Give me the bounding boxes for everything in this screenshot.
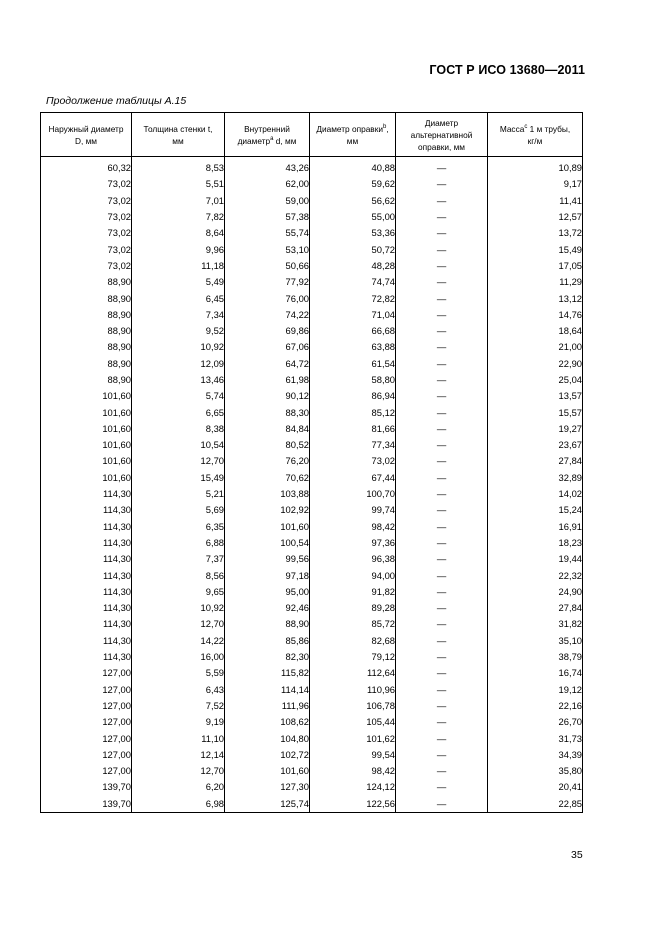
- alternative-drift-cell: —: [396, 649, 488, 665]
- drift-diameter-cell: 56,62: [310, 193, 396, 209]
- table-row: [41, 698, 583, 714]
- inner-diameter-cell: 74,22: [225, 307, 310, 323]
- alternative-drift-cell: —: [396, 763, 488, 779]
- outer-diameter-cell: 114,30: [41, 600, 132, 616]
- outer-diameter-cell: 73,02: [41, 193, 132, 209]
- table-row: [41, 535, 583, 551]
- mass-cell: 35,80: [488, 763, 583, 779]
- outer-diameter-cell: 88,90: [41, 323, 132, 339]
- outer-diameter-cell: 88,90: [41, 290, 132, 306]
- wall-thickness-cell: 8,64: [132, 225, 225, 241]
- drift-diameter-cell: 82,68: [310, 633, 396, 649]
- table-row: [41, 339, 583, 355]
- drift-diameter-cell: 81,66: [310, 421, 396, 437]
- wall-thickness-cell: 11,10: [132, 730, 225, 746]
- drift-diameter-cell: 112,64: [310, 665, 396, 681]
- wall-thickness-cell: 12,09: [132, 356, 225, 372]
- mass-cell: 16,74: [488, 665, 583, 681]
- table-row: [41, 323, 583, 339]
- alternative-drift-cell: —: [396, 502, 488, 518]
- wall-thickness-cell: 6,20: [132, 779, 225, 795]
- inner-diameter-cell: 114,14: [225, 682, 310, 698]
- alternative-drift-cell: —: [396, 535, 488, 551]
- column-header-alternative-drift-diameter: Диаметр альтернативной оправки, мм: [396, 113, 488, 157]
- inner-diameter-cell: 76,20: [225, 453, 310, 469]
- alternative-drift-cell: —: [396, 796, 488, 813]
- table-row: [41, 470, 583, 486]
- wall-thickness-cell: 6,88: [132, 535, 225, 551]
- table-row: [41, 486, 583, 502]
- drift-diameter-cell: 53,36: [310, 225, 396, 241]
- outer-diameter-cell: 127,00: [41, 682, 132, 698]
- table-row: [41, 274, 583, 290]
- inner-diameter-cell: 88,30: [225, 404, 310, 420]
- alternative-drift-cell: —: [396, 551, 488, 567]
- wall-thickness-cell: 16,00: [132, 649, 225, 665]
- alternative-drift-cell: —: [396, 388, 488, 404]
- mass-cell: 14,76: [488, 307, 583, 323]
- alternative-drift-cell: —: [396, 176, 488, 192]
- column-header-wall-thickness: Толщина стенки t, мм: [132, 113, 225, 157]
- inner-diameter-cell: 97,18: [225, 567, 310, 583]
- column-header-drift-diameter: Диаметр оправки$^b$, мм: [310, 113, 396, 157]
- wall-thickness-cell: 7,37: [132, 551, 225, 567]
- drift-diameter-cell: 94,00: [310, 567, 396, 583]
- outer-diameter-cell: 101,60: [41, 404, 132, 420]
- alternative-drift-cell: —: [396, 307, 488, 323]
- mass-cell: 20,41: [488, 779, 583, 795]
- drift-diameter-cell: 55,00: [310, 209, 396, 225]
- alternative-drift-cell: —: [396, 470, 488, 486]
- mass-cell: 38,79: [488, 649, 583, 665]
- wall-thickness-cell: 5,21: [132, 486, 225, 502]
- wall-thickness-cell: 8,56: [132, 567, 225, 583]
- inner-diameter-cell: 82,30: [225, 649, 310, 665]
- drift-diameter-cell: 100,70: [310, 486, 396, 502]
- drift-diameter-cell: 79,12: [310, 649, 396, 665]
- alternative-drift-cell: —: [396, 633, 488, 649]
- wall-thickness-cell: 7,52: [132, 698, 225, 714]
- outer-diameter-cell: 127,00: [41, 665, 132, 681]
- drift-diameter-cell: 124,12: [310, 779, 396, 795]
- table-row: [41, 649, 583, 665]
- alternative-drift-cell: —: [396, 209, 488, 225]
- mass-cell: 22,16: [488, 698, 583, 714]
- alternative-drift-cell: —: [396, 225, 488, 241]
- drift-diameter-cell: 99,54: [310, 747, 396, 763]
- alternative-drift-cell: —: [396, 323, 488, 339]
- mass-cell: 13,57: [488, 388, 583, 404]
- inner-diameter-cell: 64,72: [225, 356, 310, 372]
- outer-diameter-cell: 88,90: [41, 372, 132, 388]
- drift-diameter-cell: 98,42: [310, 763, 396, 779]
- table-row: [41, 763, 583, 779]
- alternative-drift-cell: —: [396, 290, 488, 306]
- inner-diameter-cell: 80,52: [225, 437, 310, 453]
- drift-diameter-cell: 99,74: [310, 502, 396, 518]
- outer-diameter-cell: 101,60: [41, 437, 132, 453]
- wall-thickness-cell: 6,35: [132, 519, 225, 535]
- wall-thickness-cell: 5,49: [132, 274, 225, 290]
- outer-diameter-cell: 139,70: [41, 779, 132, 795]
- table-row: [41, 633, 583, 649]
- table-row: [41, 209, 583, 225]
- alternative-drift-cell: —: [396, 486, 488, 502]
- alternative-drift-cell: —: [396, 241, 488, 257]
- outer-diameter-cell: 73,02: [41, 258, 132, 274]
- alternative-drift-cell: —: [396, 698, 488, 714]
- mass-cell: 27,84: [488, 453, 583, 469]
- table-row: [41, 258, 583, 274]
- outer-diameter-cell: 101,60: [41, 421, 132, 437]
- column-header-inner-diameter: Внутренний диаметр$^a$ d, мм: [225, 113, 310, 157]
- inner-diameter-cell: 57,38: [225, 209, 310, 225]
- table-row: [41, 779, 583, 795]
- alternative-drift-cell: —: [396, 682, 488, 698]
- mass-cell: 9,17: [488, 176, 583, 192]
- outer-diameter-cell: 101,60: [41, 388, 132, 404]
- alternative-drift-cell: —: [396, 437, 488, 453]
- inner-diameter-cell: 76,00: [225, 290, 310, 306]
- wall-thickness-cell: 6,98: [132, 796, 225, 813]
- mass-cell: 11,41: [488, 193, 583, 209]
- table-row: [41, 796, 583, 813]
- inner-diameter-cell: 77,92: [225, 274, 310, 290]
- drift-diameter-cell: 72,82: [310, 290, 396, 306]
- inner-diameter-cell: 53,10: [225, 241, 310, 257]
- mass-cell: 22,90: [488, 356, 583, 372]
- outer-diameter-cell: 114,30: [41, 486, 132, 502]
- outer-diameter-cell: 127,00: [41, 698, 132, 714]
- drift-diameter-cell: 40,88: [310, 157, 396, 177]
- alternative-drift-cell: —: [396, 274, 488, 290]
- drift-diameter-cell: 106,78: [310, 698, 396, 714]
- wall-thickness-cell: 9,52: [132, 323, 225, 339]
- table-row: [41, 157, 583, 177]
- mass-cell: 13,12: [488, 290, 583, 306]
- drift-diameter-cell: 48,28: [310, 258, 396, 274]
- table-row: [41, 600, 583, 616]
- outer-diameter-cell: 88,90: [41, 339, 132, 355]
- wall-thickness-cell: 5,59: [132, 665, 225, 681]
- drift-diameter-cell: 71,04: [310, 307, 396, 323]
- wall-thickness-cell: 6,45: [132, 290, 225, 306]
- drift-diameter-cell: 58,80: [310, 372, 396, 388]
- wall-thickness-cell: 11,18: [132, 258, 225, 274]
- outer-diameter-cell: 114,30: [41, 649, 132, 665]
- drift-diameter-cell: 122,56: [310, 796, 396, 813]
- outer-diameter-cell: 114,30: [41, 616, 132, 632]
- outer-diameter-cell: 114,30: [41, 502, 132, 518]
- mass-cell: 10,89: [488, 157, 583, 177]
- inner-diameter-cell: 50,66: [225, 258, 310, 274]
- drift-diameter-cell: 89,28: [310, 600, 396, 616]
- drift-diameter-cell: 63,88: [310, 339, 396, 355]
- mass-cell: 25,04: [488, 372, 583, 388]
- drift-diameter-cell: 98,42: [310, 519, 396, 535]
- wall-thickness-cell: 10,92: [132, 339, 225, 355]
- mass-cell: 22,85: [488, 796, 583, 813]
- wall-thickness-cell: 5,74: [132, 388, 225, 404]
- alternative-drift-cell: —: [396, 616, 488, 632]
- inner-diameter-cell: 101,60: [225, 763, 310, 779]
- mass-cell: 15,49: [488, 241, 583, 257]
- alternative-drift-cell: —: [396, 258, 488, 274]
- wall-thickness-cell: 7,01: [132, 193, 225, 209]
- mass-cell: 32,89: [488, 470, 583, 486]
- alternative-drift-cell: —: [396, 567, 488, 583]
- outer-diameter-cell: 127,00: [41, 730, 132, 746]
- outer-diameter-cell: 127,00: [41, 714, 132, 730]
- alternative-drift-cell: —: [396, 453, 488, 469]
- drift-diameter-cell: 97,36: [310, 535, 396, 551]
- inner-diameter-cell: 59,00: [225, 193, 310, 209]
- table-row: [41, 437, 583, 453]
- mass-cell: 16,91: [488, 519, 583, 535]
- table-row: [41, 388, 583, 404]
- wall-thickness-cell: 13,46: [132, 372, 225, 388]
- drift-diameter-cell: 85,12: [310, 404, 396, 420]
- table-row: [41, 421, 583, 437]
- mass-cell: 19,12: [488, 682, 583, 698]
- inner-diameter-cell: 61,98: [225, 372, 310, 388]
- mass-cell: 18,23: [488, 535, 583, 551]
- mass-cell: 13,72: [488, 225, 583, 241]
- drift-diameter-cell: 110,96: [310, 682, 396, 698]
- table-row: [41, 714, 583, 730]
- mass-cell: 14,02: [488, 486, 583, 502]
- inner-diameter-cell: 101,60: [225, 519, 310, 535]
- alternative-drift-cell: —: [396, 779, 488, 795]
- alternative-drift-cell: —: [396, 404, 488, 420]
- drift-diameter-cell: 66,68: [310, 323, 396, 339]
- wall-thickness-cell: 5,51: [132, 176, 225, 192]
- table-row: [41, 567, 583, 583]
- wall-thickness-cell: 6,65: [132, 404, 225, 420]
- outer-diameter-cell: 114,30: [41, 584, 132, 600]
- outer-diameter-cell: 73,02: [41, 209, 132, 225]
- wall-thickness-cell: 8,38: [132, 421, 225, 437]
- table-row: [41, 290, 583, 306]
- table-row: [41, 584, 583, 600]
- table-row: [41, 453, 583, 469]
- table-row: [41, 519, 583, 535]
- mass-cell: 11,29: [488, 274, 583, 290]
- drift-diameter-cell: 50,72: [310, 241, 396, 257]
- inner-diameter-cell: 127,30: [225, 779, 310, 795]
- outer-diameter-cell: 127,00: [41, 747, 132, 763]
- alternative-drift-cell: —: [396, 714, 488, 730]
- wall-thickness-cell: 10,54: [132, 437, 225, 453]
- mass-cell: 23,67: [488, 437, 583, 453]
- mass-cell: 26,70: [488, 714, 583, 730]
- drift-diameter-cell: 77,34: [310, 437, 396, 453]
- table-row: [41, 241, 583, 257]
- mass-cell: 18,64: [488, 323, 583, 339]
- alternative-drift-cell: —: [396, 193, 488, 209]
- data-table: [40, 112, 583, 813]
- table-row: [41, 372, 583, 388]
- wall-thickness-cell: 12,70: [132, 616, 225, 632]
- alternative-drift-cell: —: [396, 421, 488, 437]
- outer-diameter-cell: 114,30: [41, 567, 132, 583]
- inner-diameter-cell: 125,74: [225, 796, 310, 813]
- outer-diameter-cell: 88,90: [41, 274, 132, 290]
- inner-diameter-cell: 69,86: [225, 323, 310, 339]
- outer-diameter-cell: 114,30: [41, 633, 132, 649]
- inner-diameter-cell: 115,82: [225, 665, 310, 681]
- drift-diameter-cell: 105,44: [310, 714, 396, 730]
- wall-thickness-cell: 7,82: [132, 209, 225, 225]
- drift-diameter-cell: 86,94: [310, 388, 396, 404]
- wall-thickness-cell: 9,19: [132, 714, 225, 730]
- table-row: [41, 225, 583, 241]
- mass-cell: 15,57: [488, 404, 583, 420]
- inner-diameter-cell: 55,74: [225, 225, 310, 241]
- inner-diameter-cell: 43,26: [225, 157, 310, 177]
- mass-cell: 19,27: [488, 421, 583, 437]
- mass-cell: 31,73: [488, 730, 583, 746]
- outer-diameter-cell: 73,02: [41, 225, 132, 241]
- inner-diameter-cell: 103,88: [225, 486, 310, 502]
- alternative-drift-cell: —: [396, 730, 488, 746]
- drift-diameter-cell: 61,54: [310, 356, 396, 372]
- table-row: [41, 747, 583, 763]
- wall-thickness-cell: 12,70: [132, 453, 225, 469]
- outer-diameter-cell: 73,02: [41, 241, 132, 257]
- table-row: [41, 682, 583, 698]
- table-row: [41, 404, 583, 420]
- mass-cell: 21,00: [488, 339, 583, 355]
- inner-diameter-cell: 100,54: [225, 535, 310, 551]
- drift-diameter-cell: 91,82: [310, 584, 396, 600]
- mass-cell: 35,10: [488, 633, 583, 649]
- mass-cell: 24,90: [488, 584, 583, 600]
- table-row: [41, 665, 583, 681]
- column-header-mass-per-meter: Масса$^c$ 1 м трубы, кг/м: [488, 113, 583, 157]
- table-row: [41, 730, 583, 746]
- outer-diameter-cell: 114,30: [41, 519, 132, 535]
- alternative-drift-cell: —: [396, 665, 488, 681]
- outer-diameter-cell: 101,60: [41, 470, 132, 486]
- table-row: [41, 502, 583, 518]
- drift-diameter-cell: 85,72: [310, 616, 396, 632]
- mass-cell: 31,82: [488, 616, 583, 632]
- alternative-drift-cell: —: [396, 519, 488, 535]
- alternative-drift-cell: —: [396, 584, 488, 600]
- table-header-row: [41, 113, 583, 157]
- document-standard-header: ГОСТ Р ИСО 13680—2011: [429, 63, 585, 77]
- alternative-drift-cell: —: [396, 356, 488, 372]
- column-header-outer-diameter: Наружный диаметр D, мм: [41, 113, 132, 157]
- inner-diameter-cell: 104,80: [225, 730, 310, 746]
- table-body: [41, 157, 583, 813]
- outer-diameter-cell: 139,70: [41, 796, 132, 813]
- table-caption: Продолжение таблицы А.15: [46, 95, 187, 107]
- wall-thickness-cell: 7,34: [132, 307, 225, 323]
- wall-thickness-cell: 9,96: [132, 241, 225, 257]
- inner-diameter-cell: 108,62: [225, 714, 310, 730]
- alternative-drift-cell: —: [396, 600, 488, 616]
- alternative-drift-cell: —: [396, 157, 488, 177]
- drift-diameter-cell: 59,62: [310, 176, 396, 192]
- wall-thickness-cell: 10,92: [132, 600, 225, 616]
- drift-diameter-cell: 96,38: [310, 551, 396, 567]
- inner-diameter-cell: 95,00: [225, 584, 310, 600]
- outer-diameter-cell: 60,32: [41, 157, 132, 177]
- page-number: 35: [571, 849, 583, 861]
- outer-diameter-cell: 127,00: [41, 763, 132, 779]
- outer-diameter-cell: 88,90: [41, 356, 132, 372]
- inner-diameter-cell: 62,00: [225, 176, 310, 192]
- inner-diameter-cell: 99,56: [225, 551, 310, 567]
- wall-thickness-cell: 14,22: [132, 633, 225, 649]
- wall-thickness-cell: 12,70: [132, 763, 225, 779]
- wall-thickness-cell: 5,69: [132, 502, 225, 518]
- wall-thickness-cell: 6,43: [132, 682, 225, 698]
- inner-diameter-cell: 102,72: [225, 747, 310, 763]
- inner-diameter-cell: 111,96: [225, 698, 310, 714]
- inner-diameter-cell: 88,90: [225, 616, 310, 632]
- mass-cell: 34,39: [488, 747, 583, 763]
- inner-diameter-cell: 85,86: [225, 633, 310, 649]
- inner-diameter-cell: 84,84: [225, 421, 310, 437]
- drift-diameter-cell: 101,62: [310, 730, 396, 746]
- alternative-drift-cell: —: [396, 339, 488, 355]
- table-row: [41, 193, 583, 209]
- alternative-drift-cell: —: [396, 747, 488, 763]
- inner-diameter-cell: 102,92: [225, 502, 310, 518]
- table-row: [41, 551, 583, 567]
- outer-diameter-cell: 73,02: [41, 176, 132, 192]
- table-row: [41, 356, 583, 372]
- drift-diameter-cell: 74,74: [310, 274, 396, 290]
- table-row: [41, 176, 583, 192]
- mass-cell: 19,44: [488, 551, 583, 567]
- table-row: [41, 616, 583, 632]
- drift-diameter-cell: 73,02: [310, 453, 396, 469]
- inner-diameter-cell: 92,46: [225, 600, 310, 616]
- outer-diameter-cell: 114,30: [41, 535, 132, 551]
- wall-thickness-cell: 12,14: [132, 747, 225, 763]
- wall-thickness-cell: 9,65: [132, 584, 225, 600]
- wall-thickness-cell: 8,53: [132, 157, 225, 177]
- mass-cell: 22,32: [488, 567, 583, 583]
- inner-diameter-cell: 67,06: [225, 339, 310, 355]
- outer-diameter-cell: 101,60: [41, 453, 132, 469]
- inner-diameter-cell: 70,62: [225, 470, 310, 486]
- mass-cell: 12,57: [488, 209, 583, 225]
- outer-diameter-cell: 114,30: [41, 551, 132, 567]
- table-row: [41, 307, 583, 323]
- drift-diameter-cell: 67,44: [310, 470, 396, 486]
- mass-cell: 15,24: [488, 502, 583, 518]
- mass-cell: 27,84: [488, 600, 583, 616]
- inner-diameter-cell: 90,12: [225, 388, 310, 404]
- alternative-drift-cell: —: [396, 372, 488, 388]
- mass-cell: 17,05: [488, 258, 583, 274]
- outer-diameter-cell: 88,90: [41, 307, 132, 323]
- wall-thickness-cell: 15,49: [132, 470, 225, 486]
